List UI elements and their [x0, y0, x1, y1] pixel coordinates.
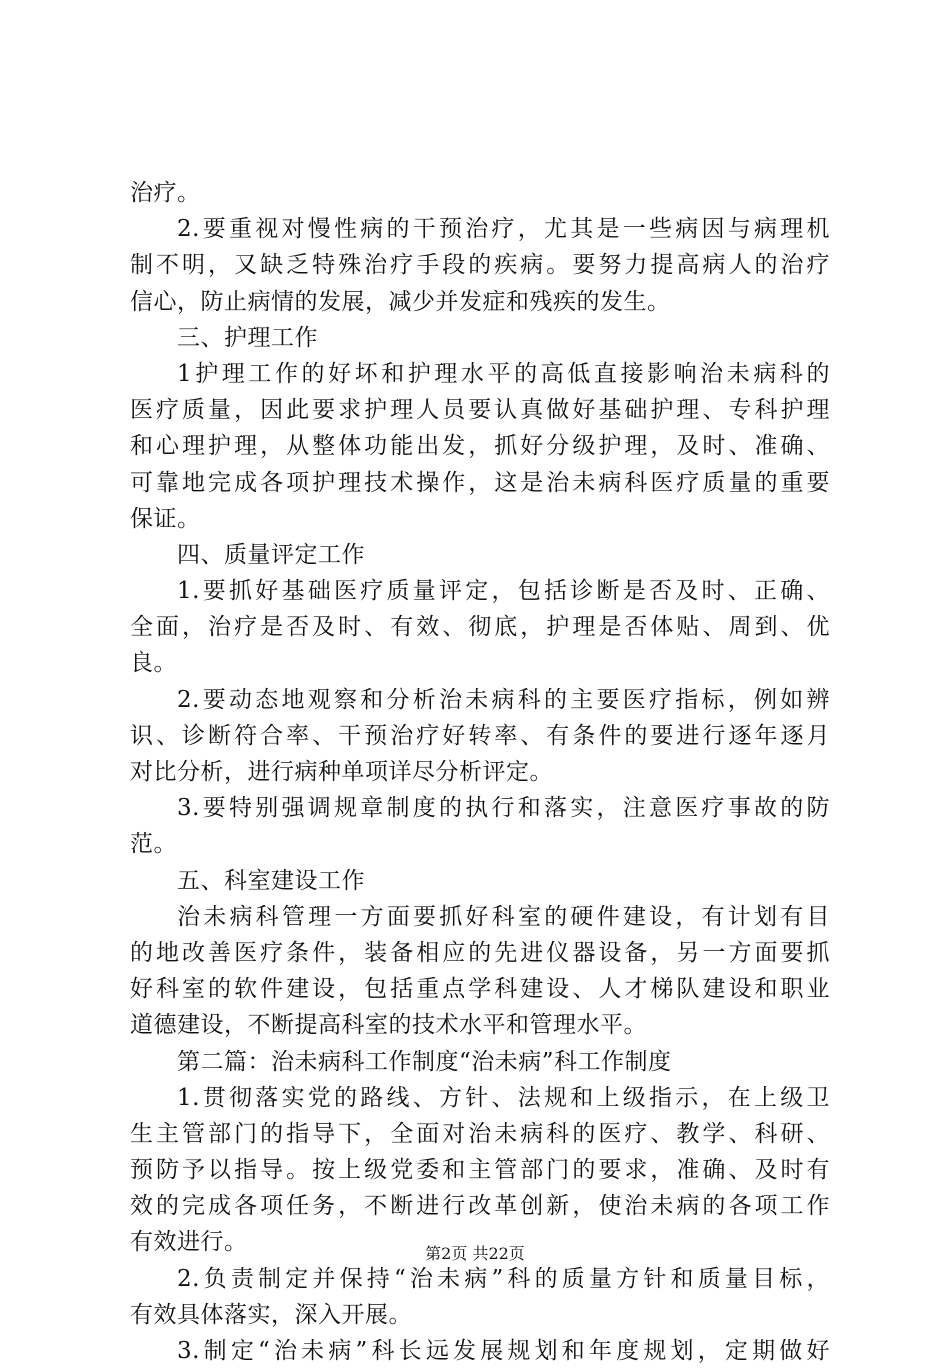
text-line: 可靠地完成各项护理技术操作，这是治未病科医疗质量的重要 — [130, 469, 830, 496]
text-line: 五、科室建设工作 — [177, 867, 365, 894]
text-line: 保证。 — [130, 505, 201, 532]
text-line: 制不明，又缺乏特殊治疗手段的疾病。要努力提高病人的治疗 — [130, 252, 830, 279]
text-line: 治疗。 — [130, 180, 201, 206]
document-body — [130, 175, 830, 1369]
text-line: 的地改善医疗条件，装备相应的先进仪器设备，另一方面要抓 — [130, 939, 830, 966]
text-line: 第二篇：治未病科工作制度“治未病”科工作制度 — [177, 1048, 672, 1075]
text-line: 2.负责制定并保持“治未病”科的质量方针和质量目标， — [177, 1265, 830, 1292]
text-line: 和心理护理，从整体功能出发，抓好分级护理，及时、准确、 — [130, 433, 830, 460]
text-line: 治未病科管理一方面要抓好科室的硬件建设，有计划有目 — [177, 903, 830, 930]
text-line: 道德建设，不断提高科室的技术水平和管理水平。 — [130, 1012, 647, 1039]
text-line: 识、诊断符合率、干预治疗好转率、有条件的要进行逐年逐月 — [130, 722, 830, 749]
text-line: 1护理工作的好坏和护理水平的高低直接影响治未病科的 — [177, 360, 830, 387]
text-line: 全面，治疗是否及时、有效、彻底，护理是否体贴、周到、优 — [130, 614, 830, 641]
text-line: 预防予以指导。按上级党委和主管部门的要求，准确、及时有 — [130, 1157, 830, 1184]
text-line: 范。 — [130, 831, 177, 858]
text-line: 1.贯彻落实党的路线、方针、法规和上级指示，在上级卫 — [177, 1084, 830, 1111]
text-line: 好科室的软件建设，包括重点学科建设、人才梯队建设和职业 — [130, 976, 830, 1003]
text-line: 三、护理工作 — [177, 324, 318, 351]
text-line: 3.制定“治未病”科长远发展规划和年度规划，定期做好 — [177, 1338, 830, 1364]
text-line: 信心，防止病情的发展，减少并发症和残疾的发生。 — [130, 288, 671, 315]
text-line: 对比分析，进行病种单项详尽分析评定。 — [130, 759, 553, 785]
text-line: 有效具体落实，深入开展。 — [130, 1301, 412, 1328]
text-line: 3.要特别强调规章制度的执行和落实，注意医疗事故的防 — [177, 795, 830, 822]
page-footer: 第2页 共22页 — [425, 1244, 525, 1263]
text-line: 有效进行。 — [130, 1229, 248, 1256]
text-line: 2.要动态地观察和分析治未病科的主要医疗指标，例如辨 — [177, 686, 830, 713]
text-line: 生主管部门的指导下，全面对治未病科的医疗、教学、科研、 — [130, 1120, 830, 1147]
text-line: 四、质量评定工作 — [177, 541, 365, 568]
text-line: 1.要抓好基础医疗质量评定，包括诊断是否及时、正确、 — [177, 578, 830, 605]
text-line: 2.要重视对慢性病的干预治疗，尤其是一些病因与病理机 — [177, 216, 830, 243]
text-line: 良。 — [130, 650, 177, 677]
text-line: 医疗质量，因此要求护理人员要认真做好基础护理、专科护理 — [130, 397, 830, 424]
text-line: 效的完成各项任务，不断进行改革创新，使治未病的各项工作 — [130, 1193, 830, 1220]
